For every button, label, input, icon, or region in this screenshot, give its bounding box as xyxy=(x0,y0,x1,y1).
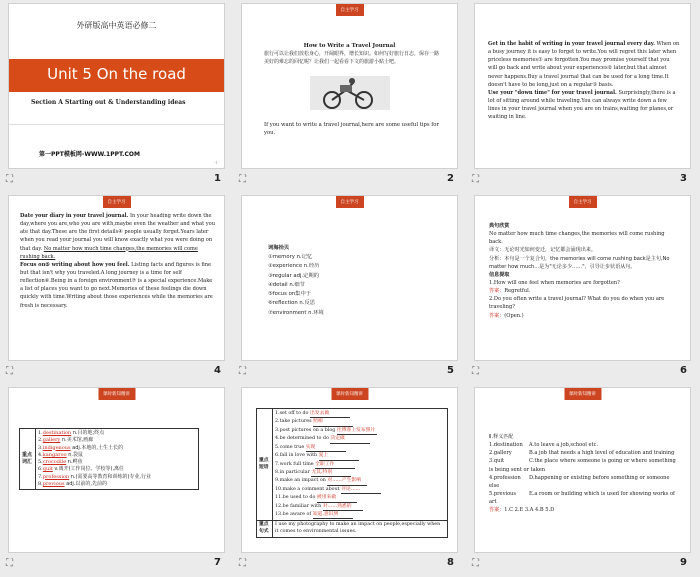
key-sentence: No matter how much time changes,the memories will come rushing back. xyxy=(20,245,198,260)
title-band xyxy=(9,59,224,92)
question-2: 2.Do you often write a travel journal? What do you do when you are traveling? xyxy=(489,296,665,311)
phrase-cell xyxy=(273,409,448,521)
section-tag: 自主学习 xyxy=(336,4,364,16)
phrase-table xyxy=(256,408,448,538)
tip-3-lead: Date your diary in your travel journal. xyxy=(20,213,129,219)
phrase-row: 3.post pictures on a blog 往博客上发布照片 xyxy=(275,427,445,435)
vocab-table xyxy=(19,428,199,490)
phrase-row: 5.come true 实现 xyxy=(275,444,445,452)
vocab-item: ①memory n.记忆 xyxy=(268,254,313,260)
match-heading: Ⅱ.释义匹配 xyxy=(489,434,514,440)
table-side-label: 重点句式 xyxy=(257,521,273,538)
phrase-row: 2.take pictures 照相 xyxy=(275,418,445,426)
match-row: 4.profession D.happening or existing before something or someone else xyxy=(489,474,670,489)
vocab-row: 1.destination n.目的地;终点 xyxy=(38,430,105,436)
slide-6[interactable] xyxy=(474,195,691,361)
translation: 译文：无论时光如何变迁，记忆都会涌现出来。 xyxy=(489,247,596,254)
slide-footer xyxy=(0,364,233,380)
slide-thumbnail-1[interactable] xyxy=(0,0,233,192)
intro-english: If you want to write a travel journal,here are some useful tips for you. xyxy=(264,122,439,137)
slide-number: 3 xyxy=(680,173,687,184)
analysis: 分析：本句是一个复合句，the memories will come rushing back是主句,No matter how much...是为"无论多少……"，引导让步状语从句。 xyxy=(489,255,670,270)
slide-number: 5 xyxy=(447,365,454,376)
intro-chinese: 旅行可以让我们放松身心，开阔眼界，增长知识。如何写好旅行日志，保存一路美好的难忘的回忆呢？让我们一起看看下文的旅游小贴士吧。 xyxy=(264,51,440,65)
slide-4[interactable] xyxy=(8,195,225,361)
vocab-cell xyxy=(36,429,199,490)
vocab-item: ⑥reflection n.反思 xyxy=(268,300,316,307)
slideshow-icon[interactable]: ⛶ xyxy=(6,174,13,185)
vocab-heading: 词海拾贝 xyxy=(268,245,290,251)
match-row: 5.previous E.a room or building which is used for showing works of art xyxy=(489,490,675,506)
unit-title: Unit 5 On the road xyxy=(47,65,186,83)
phrase-row: 4.be determined to do 决定做 xyxy=(275,435,445,443)
slide-footer xyxy=(466,364,699,380)
slide-footer xyxy=(0,556,233,572)
slide-footer xyxy=(0,172,233,188)
slide-7[interactable] xyxy=(8,387,225,553)
sentence-cell: I use my photography to make an impact on people,especially when it comes to environmental issues. xyxy=(273,521,448,538)
book-title: 外研版高中英语必修二 xyxy=(76,21,157,30)
answer-label: 答案： xyxy=(489,312,505,319)
slide-number: 2 xyxy=(447,173,454,184)
tip-4-lead: Focus on⑤ writing about how you feel. xyxy=(20,261,130,268)
vocab-row: 6.quit v.离开(工作岗位、学校等),离任 xyxy=(38,466,125,473)
website-text: 第一PPT模板网-WWW.1PPT.COM xyxy=(39,151,140,158)
answer-text: Regretful. xyxy=(504,288,531,295)
vocab-item: ③regular adj.定期的 xyxy=(268,272,320,279)
phrase-row: 10.make a comment about 评论…… xyxy=(275,486,445,494)
phrase-row: 7.work full time 全职工作 xyxy=(275,461,445,469)
sentence-heading: 典句欣赏 xyxy=(489,223,510,229)
slide-body xyxy=(489,433,681,514)
slide-thumbnail-9[interactable] xyxy=(466,384,699,576)
answer-2 xyxy=(489,312,679,320)
section-title: Section A Starting out & Understanding ideas xyxy=(31,99,186,106)
slide-number: 1 xyxy=(214,173,221,184)
vocab-list xyxy=(268,253,428,318)
slide-footer xyxy=(233,172,466,188)
phrase-row: 11.be used to do 被用来做 xyxy=(275,494,445,502)
answer-label: 答案： xyxy=(489,507,505,514)
slide-footer xyxy=(233,556,466,572)
vocab-item: ⑤focus on集中于 xyxy=(268,291,312,298)
slide-3[interactable] xyxy=(474,3,691,169)
corner-mark: -1- xyxy=(213,160,219,165)
vocab-row: 2.gallery n.美术馆,画廊 xyxy=(38,437,94,444)
vocab-row: 3.indigenous adj.本地的,土生土长的 xyxy=(38,444,123,451)
answer-row xyxy=(489,506,681,514)
section-tag: 自主学习 xyxy=(569,196,597,208)
slide-footer xyxy=(466,172,699,188)
slide-1[interactable] xyxy=(8,3,225,169)
answer-text: (Open.) xyxy=(504,312,524,319)
slide-thumbnail-5[interactable] xyxy=(233,192,466,384)
phrase-row: 6.fall in love with 爱上 xyxy=(275,452,445,460)
phrase-row: 12.be familiar with 对……熟悉的 xyxy=(275,503,445,511)
section-tag: 课时新知精讲 xyxy=(98,388,135,400)
cyclist-image xyxy=(310,76,390,110)
match-row: 1.destination A.to leave a job,school etc. xyxy=(489,442,599,449)
slide-body xyxy=(489,222,679,320)
tip-1-lead: Get in the habit of writing in your travel journal every day. xyxy=(488,41,655,47)
question-1: 1.How will one feel when memories are forgotten? xyxy=(489,279,620,286)
phrase-row: 13.be aware of 知道,意识到 xyxy=(275,511,445,519)
key-sentence: No matter how much time changes,the memories will come rushing back. xyxy=(489,231,665,246)
slide-thumbnail-2[interactable] xyxy=(233,0,466,192)
slide-5[interactable] xyxy=(241,195,458,361)
vocab-item: ②experience n.经历 xyxy=(268,263,320,270)
section-tag: 课时新知精讲 xyxy=(564,388,601,400)
slide-9[interactable] xyxy=(474,387,691,553)
vocab-item: ④detail n.细节 xyxy=(268,281,305,288)
section-tag: 自主学习 xyxy=(336,196,364,208)
slide-number: 4 xyxy=(214,365,221,376)
table-side-label: 重点短语 xyxy=(257,409,273,521)
match-row: 3.quit C.the place where someone is going or where something is being sent or taken xyxy=(489,458,676,473)
slide-thumbnail-4[interactable] xyxy=(0,192,233,384)
answer-text: 1.C 2.E 3.A 4.B 5.D xyxy=(504,507,555,514)
slide-2[interactable] xyxy=(241,3,458,169)
slide-footer xyxy=(466,556,699,572)
slide-number: 9 xyxy=(680,557,687,568)
slide-number: 7 xyxy=(214,557,221,568)
slide-footer xyxy=(233,364,466,380)
slide-thumbnail-3[interactable] xyxy=(466,0,699,192)
slide-thumbnail-8[interactable] xyxy=(233,384,466,576)
slide-body xyxy=(20,212,216,310)
slideshow-icon[interactable]: ⛶ xyxy=(6,366,13,377)
tip-2-body: Surprisingly,there is a lot of sitting around while traveling.You can always write down a few lines in your travel journal when you are on trains,waiting for planes,or waiting in line. xyxy=(488,89,676,121)
slideshow-icon[interactable]: ⛶ xyxy=(472,174,479,185)
tip-2-lead: Use your "down time" for your travel journal. xyxy=(488,89,617,96)
slideshow-icon[interactable]: ⛶ xyxy=(6,558,13,569)
slideshow-icon[interactable]: ⛶ xyxy=(239,366,246,377)
slideshow-icon[interactable]: ⛶ xyxy=(239,174,246,185)
answer-1 xyxy=(489,287,679,295)
phrase-row: 1.set off to do 出发去做 xyxy=(275,410,445,418)
tip-1-body: When on a busy journey it is easy to forget to write.You will regret this later when priceless memories① are forgotten.You may promise yourself that you will go back and write about your experiences② later,but that almost never happens.Buy a travel journal that can be used for a long time.It doesn't have to be long,just on a regular③ basis. xyxy=(488,41,680,88)
vocab-item: ⑦environment n.环境 xyxy=(268,309,324,316)
match-row: 2.gallery B.a job that needs a high level of education and training xyxy=(489,450,675,457)
vocab-row: 5.crocodile n.鳄鱼 xyxy=(38,459,83,465)
slide-number: 6 xyxy=(680,365,687,376)
tip-3-body: In your heading write down the day,where you are,who you are with,maybe even the weather and what you ate that day.These are the first details④ people usually forget.Years later when you read your journal you will know exactly what you were doing on that day. xyxy=(20,213,215,252)
section-tag: 课时新知精讲 xyxy=(331,388,368,400)
vocab-row: 8.previous adj.以前的,先前的 xyxy=(38,480,107,487)
slide-thumbnail-6[interactable] xyxy=(466,192,699,384)
answer-label: 答案： xyxy=(489,288,505,295)
section-tag: 自主学习 xyxy=(103,196,131,208)
phrase-row: 9.make an impact on 对……产生影响 xyxy=(275,477,445,485)
divider xyxy=(9,124,224,125)
tip-4-body: Listing facts and figures is fine but that isn't why you traveled.A long journey is a time for self reflection⑥.Being in a foreign environment⑦ is a special experience.Make a list of places you want to go next.Memories of these feelings die down quickly with time.Writing about those experiences while the memories are fresh is necessary. xyxy=(20,261,213,309)
slide-8[interactable] xyxy=(241,387,458,553)
slide-body xyxy=(488,40,680,121)
table-side-label: 重点词汇 xyxy=(20,429,36,490)
slideshow-icon[interactable]: ⛶ xyxy=(472,558,479,569)
vocab-row: 4.kangaroo n.袋鼠 xyxy=(38,451,83,458)
slide-thumbnail-7[interactable] xyxy=(0,384,233,576)
phrase-row: 8.in particular 尤其,特别 xyxy=(275,469,445,477)
slide-number: 8 xyxy=(447,557,454,568)
vocab-row: 7.profession n.(需要高等教育和训练的)专业,行业 xyxy=(38,473,152,480)
slideshow-icon[interactable]: ⛶ xyxy=(472,366,479,377)
slideshow-icon[interactable]: ⛶ xyxy=(239,558,246,569)
slide-heading: How to Write a Travel Journal xyxy=(303,43,396,49)
question-heading: 信息提取 xyxy=(489,271,510,278)
